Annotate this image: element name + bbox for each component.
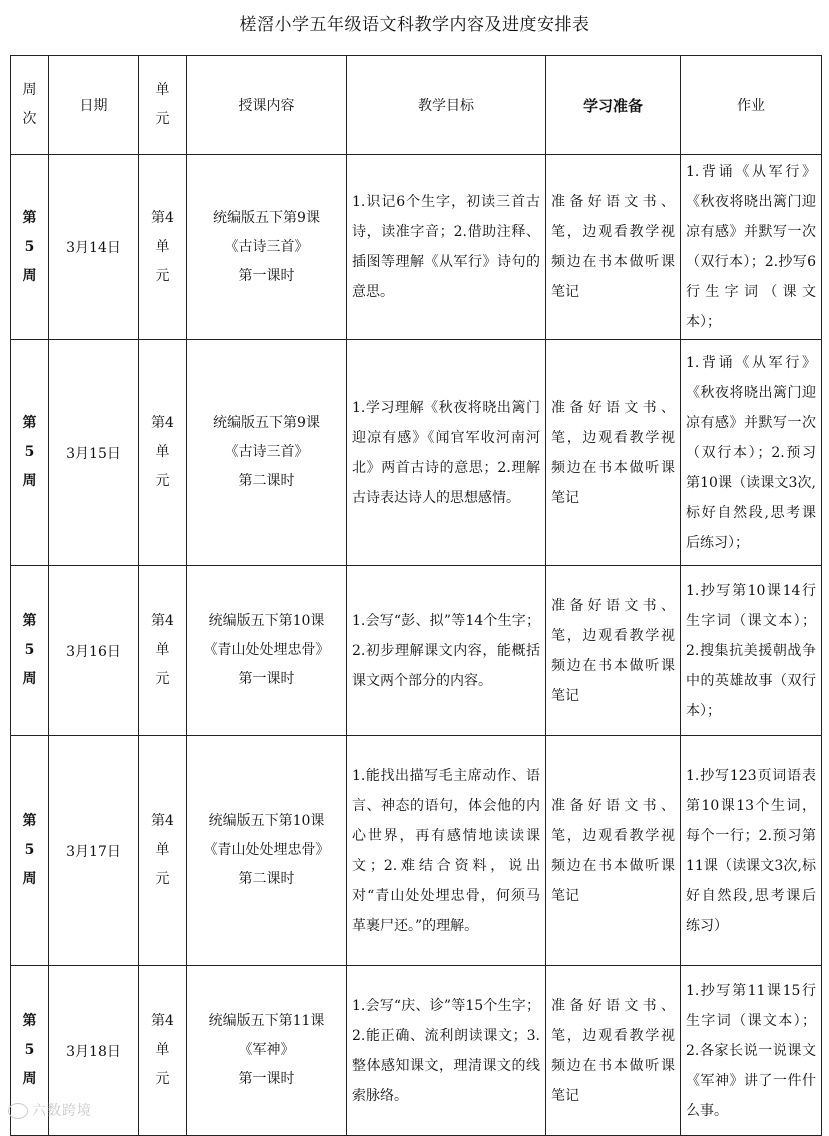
unit-cell: 第4 单 元 <box>139 966 187 1136</box>
goal-cell: 1.会写“彭、拟”等14个生字；2.初步理解课文内容，能概括课文两个部分的内容。 <box>347 566 546 736</box>
header-homework: 作业 <box>681 56 822 155</box>
watermark: 六数跨境 <box>8 1100 92 1120</box>
unit-cell: 第4 单 元 <box>139 736 187 966</box>
content-cell: 统编版五下第10课 《青山处处埋忠骨》 第一课时 <box>187 566 347 736</box>
prep-cell: 准备好语文书、笔，边观看教学视频边在书本做听课笔记 <box>546 155 681 340</box>
table-row <box>11 566 822 736</box>
unit-cell: 第4 单 元 <box>139 155 187 340</box>
watermark-logo-icon <box>8 1103 28 1119</box>
content-cell: 统编版五下第11课 《军神》 第一课时 <box>187 966 347 1136</box>
content-cell: 统编版五下第9课 《古诗三首》 第一课时 <box>187 155 347 340</box>
prep-cell: 准备好语文书、笔，边观看教学视频边在书本做听课笔记 <box>546 966 681 1136</box>
page-title: 槎滘小学五年级语文科教学内容及进度安排表 <box>239 15 590 35</box>
date-cell: 3月17日 <box>49 736 139 966</box>
table-row <box>11 736 822 966</box>
date-cell: 3月18日 <box>49 966 139 1136</box>
date-cell: 3月15日 <box>49 340 139 566</box>
content-cell: 统编版五下第10课 《青山处处埋忠骨》 第二课时 <box>187 736 347 966</box>
header-row <box>11 56 822 155</box>
date-cell: 3月16日 <box>49 566 139 736</box>
table-row <box>11 155 822 340</box>
homework-cell: 1.抄写第10课14行生字词（课文本）；2.搜集抗美援朝战争中的英雄故事（双行本）； <box>681 566 822 736</box>
header-week: 周 次 <box>11 56 49 155</box>
header-content: 授课内容 <box>187 56 347 155</box>
unit-cell: 第4 单 元 <box>139 340 187 566</box>
header-prep: 学习准备 <box>546 56 681 155</box>
week-cell: 第 5 周 <box>11 736 49 966</box>
goal-cell: 1.识记6个生字，初读三首古诗，读准字音；2.借助注释、插图等理解《从军行》诗句的意思。 <box>347 155 546 340</box>
prep-cell: 准备好语文书、笔，边观看教学视频边在书本做听课笔记 <box>546 340 681 566</box>
week-cell: 第 5 周 <box>11 155 49 340</box>
header-unit: 单 元 <box>139 56 187 155</box>
content-cell: 统编版五下第9课 《古诗三首》 第二课时 <box>187 340 347 566</box>
unit-cell: 第4 单 元 <box>139 566 187 736</box>
header-date: 日期 <box>49 56 139 155</box>
goal-cell: 1.学习理解《秋夜将晓出篱门迎凉有感》《闻官军收河南河北》两首古诗的意思；2.理解古诗表达诗人的思想感情。 <box>347 340 546 566</box>
prep-cell: 准备好语文书、笔，边观看教学视频边在书本做听课笔记 <box>546 566 681 736</box>
homework-cell: 1.抄写123页词语表第10课13个生词，每个一行；2.预习第11课（读课文3次,标好自然段,思考课后练习） <box>681 736 822 966</box>
prep-cell: 准备好语文书、笔，边观看教学视频边在书本做听课笔记 <box>546 736 681 966</box>
date-cell: 3月14日 <box>49 155 139 340</box>
schedule-table <box>10 55 822 1136</box>
header-goal: 教学目标 <box>347 56 546 155</box>
table-row <box>11 340 822 566</box>
week-cell: 第 5 周 <box>11 566 49 736</box>
homework-cell: 1.背诵《从军行》《秋夜将晓出篱门迎凉有感》并默写一次（双行本）；2.预习第10课（读课文3次,标好自然段,思考课后练习）； <box>681 340 822 566</box>
goal-cell: 1.会写“庆、诊”等15个生字；2.能正确、流利朗读课文；3.整体感知课文，理清课文的线索脉络。 <box>347 966 546 1136</box>
week-cell: 第 5 周 <box>11 340 49 566</box>
goal-cell: 1.能找出描写毛主席动作、语言、神态的语句，体会他的内心世界，再有感情地读读课文；2.难结合资料，说出对“青山处处埋忠骨，何须马革裹尸还。”的理解。 <box>347 736 546 966</box>
table-row <box>11 966 822 1136</box>
homework-cell: 1.背诵《从军行》《秋夜将晓出篱门迎凉有感》并默写一次（双行本）；2.抄写6行生字词（课文本）； <box>681 155 822 340</box>
homework-cell: 1.抄写第11课15行生字词（课文本）；2.各家长说一说课文《军神》讲了一件什么事。 <box>681 966 822 1136</box>
week-cell: 第 5 周 <box>11 966 49 1136</box>
